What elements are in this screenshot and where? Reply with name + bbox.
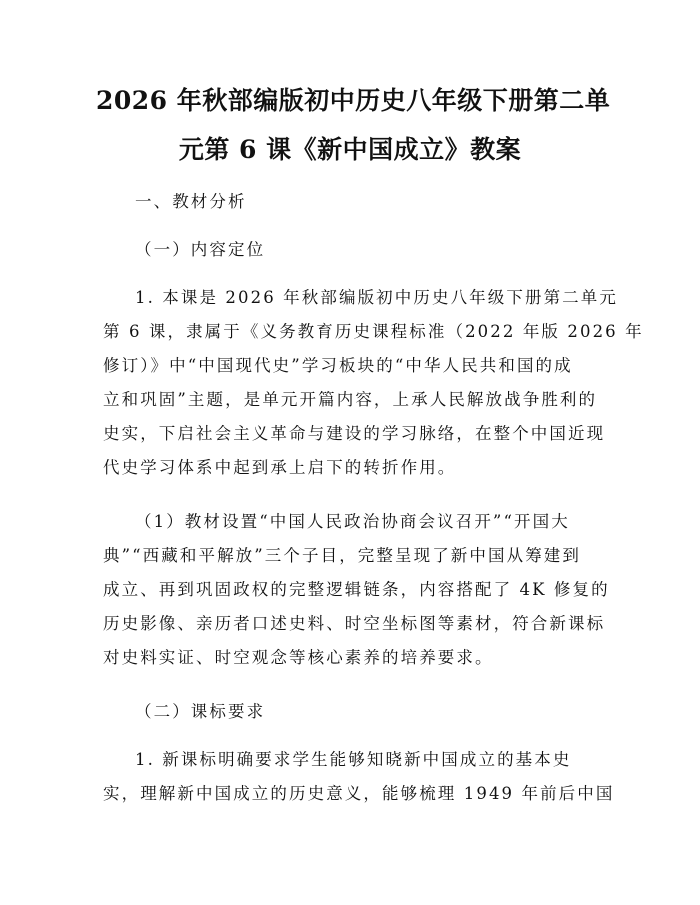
paragraph-line: 成立、再到巩固政权的完整逻辑链条，内容搭配了 4K 修复的	[103, 580, 610, 599]
paragraph-line: 修订）》中“中国现代史”学习板块的“中华人民共和国的成	[103, 356, 573, 375]
paragraph-line: 实，理解新中国成立的历史意义，能够梳理 1949 年前后中国	[103, 784, 615, 803]
document-title-line-1: 2026 年秋部编版初中历史八年级下册第二单	[96, 86, 611, 115]
document-title-line-2: 元第 6 课《新中国成立》教案	[178, 135, 522, 164]
paragraph-line: 对史料实证、时空观念等核心素养的培养要求。	[103, 648, 494, 667]
section-heading-teaching-material-analysis: 一、教材分析	[135, 192, 247, 211]
paragraph-line: （1）教材设置“中国人民政治协商会议召开”“开国大	[135, 512, 570, 531]
paragraph-line: 1. 新课标明确要求学生能够知晓新中国成立的基本史	[135, 750, 572, 769]
paragraph-line: 代史学习体系中起到承上启下的转折作用。	[103, 458, 457, 477]
paragraph-line: 典”“西藏和平解放”三个子目，完整呈现了新中国从筹建到	[103, 546, 582, 565]
paragraph-line: 1. 本课是 2026 年秋部编版初中历史八年级下册第二单元	[135, 288, 618, 307]
paragraph-line: 史实，下启社会主义革命与建设的学习脉络，在整个中国近现	[103, 424, 606, 443]
paragraph-line: 立和巩固”主题，是单元开篇内容，上承人民解放战争胜利的	[103, 390, 598, 409]
paragraph-line: 历史影像、亲历者口述史料、时空坐标图等素材，符合新课标	[103, 614, 606, 633]
subsection-heading-curriculum-requirements: （二）课标要求	[135, 702, 266, 721]
subsection-heading-content-positioning: （一）内容定位	[135, 240, 266, 259]
paragraph-line: 第 6 课，隶属于《义务教育历史课程标准（2022 年版 2026 年	[103, 322, 644, 341]
